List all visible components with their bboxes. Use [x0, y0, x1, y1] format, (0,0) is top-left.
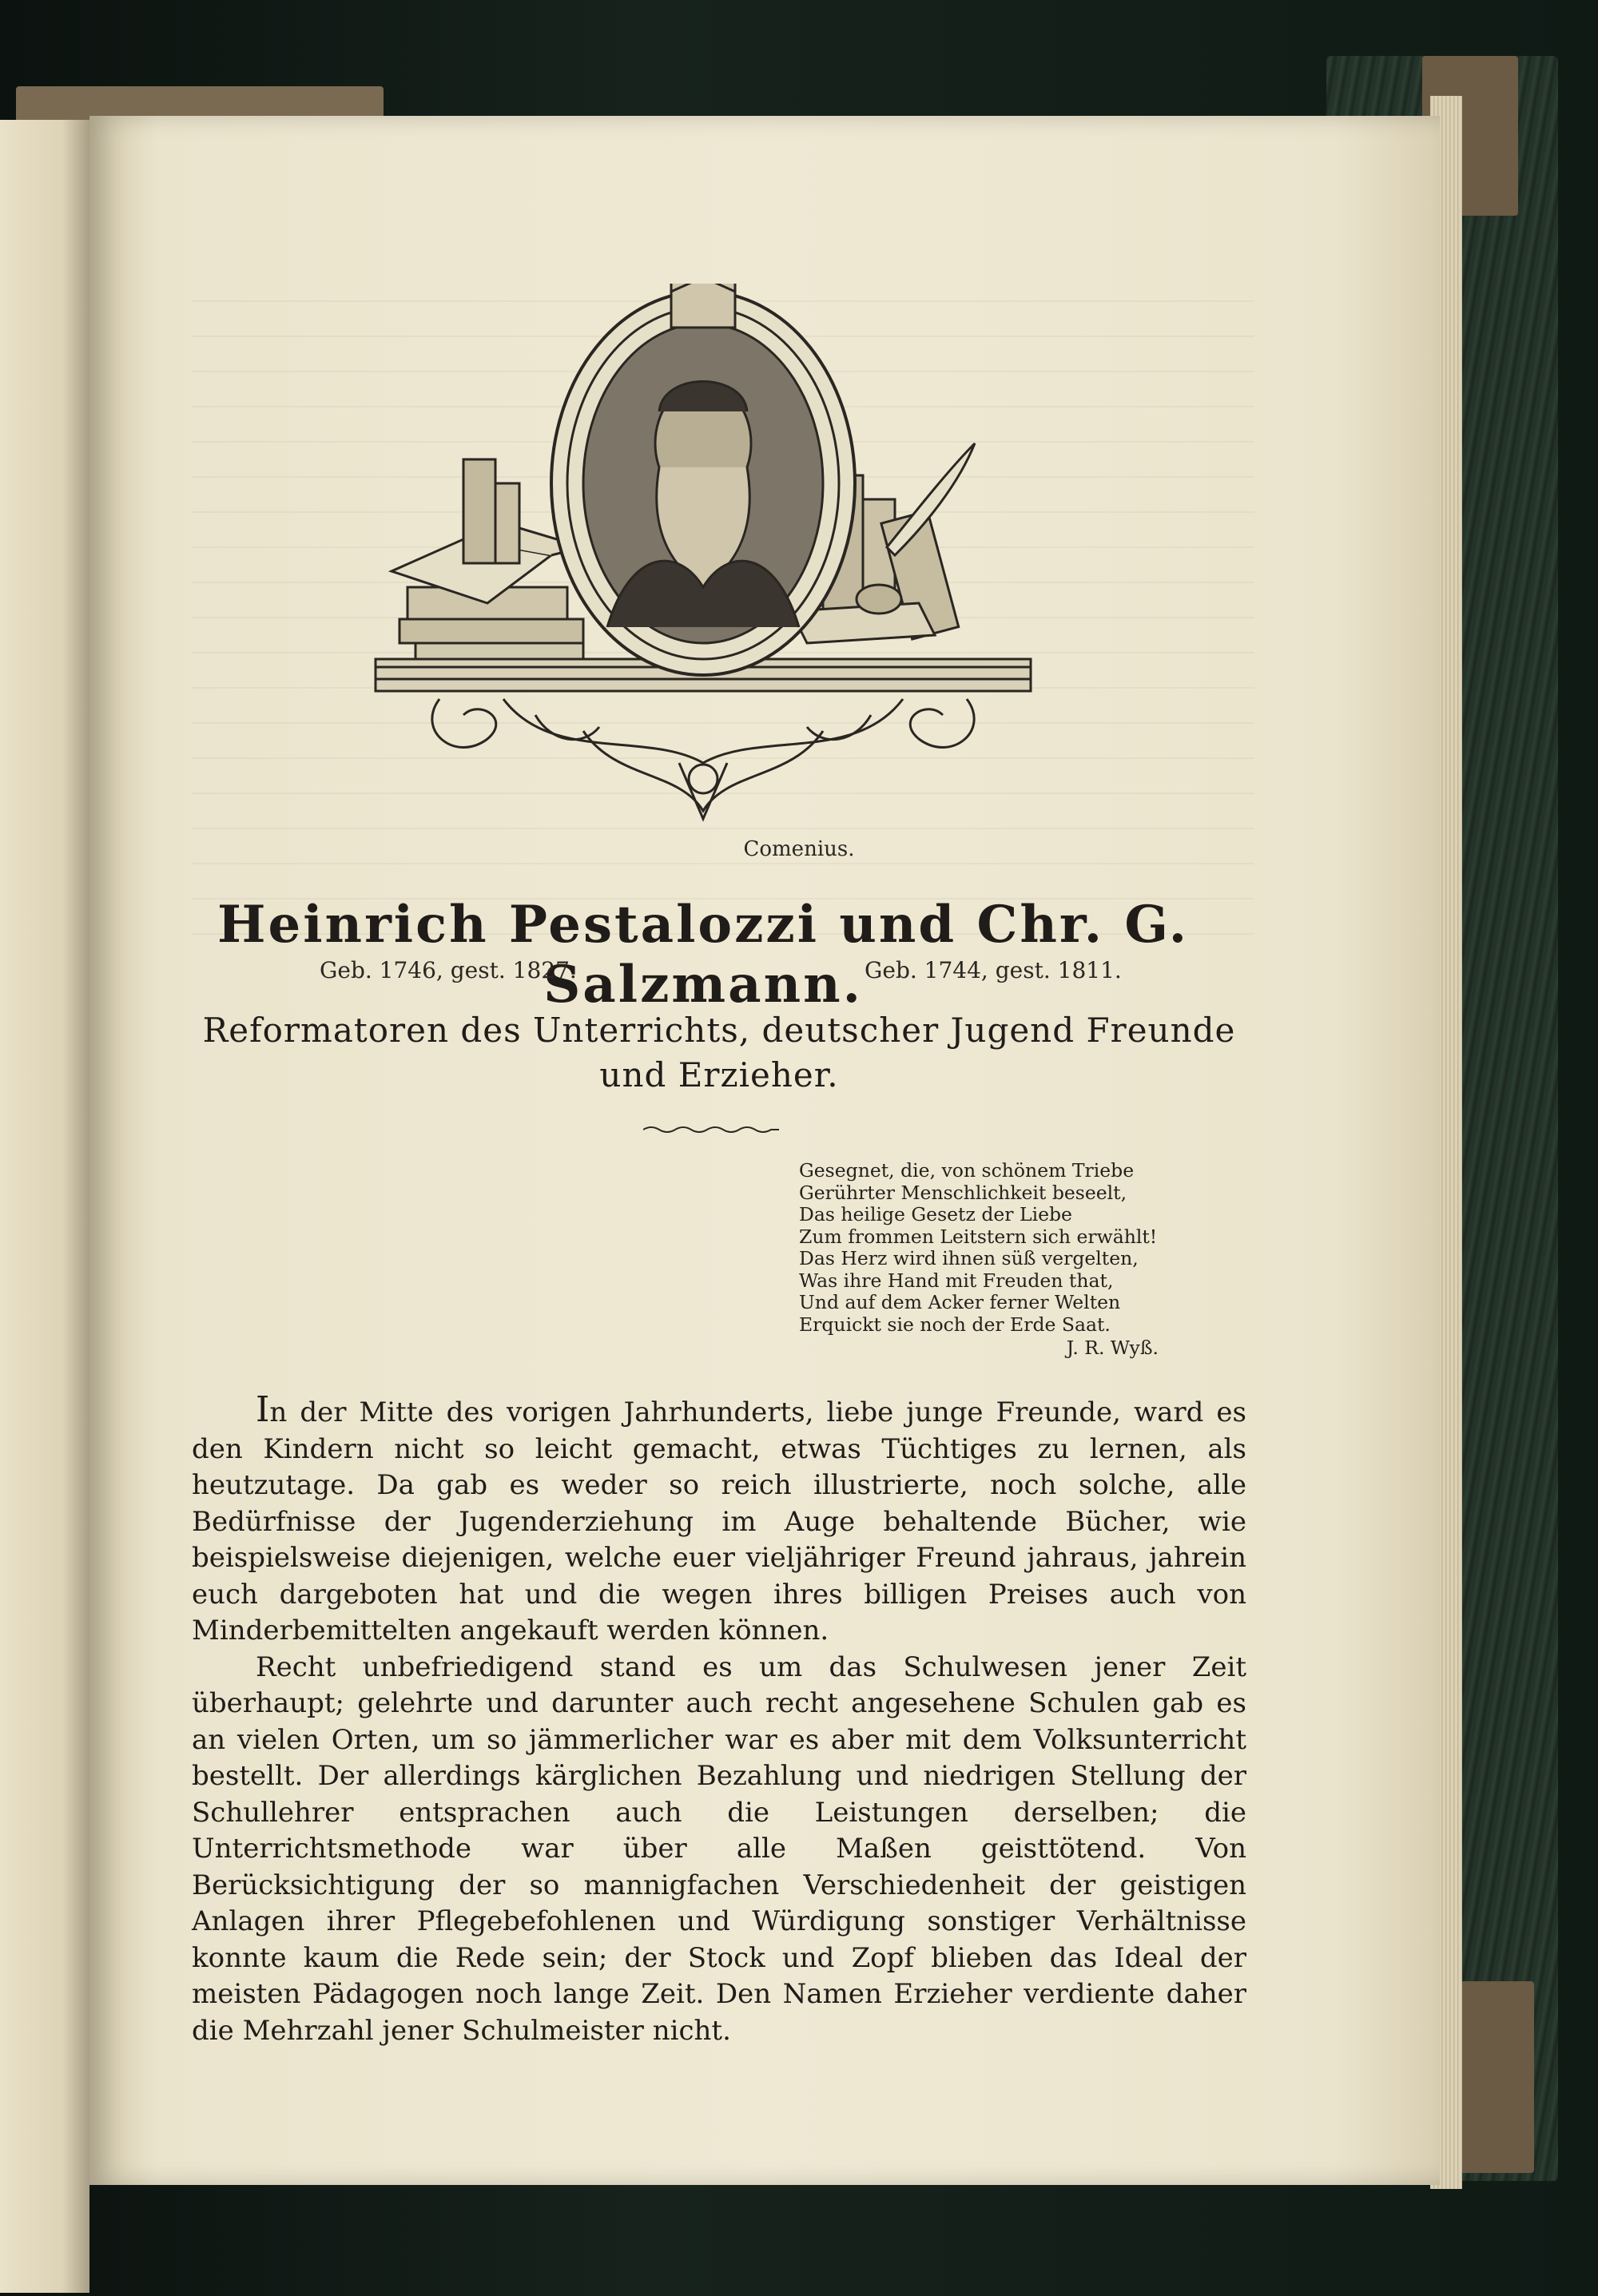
poem-line: Das Herz wird ihnen süß vergelten,: [799, 1247, 1139, 1269]
poem-line: Erquickt sie noch der Erde Saat.: [799, 1313, 1111, 1336]
paragraph: In der Mitte des vorigen Jahrhunderts, liebe junge Freunde, ward es den Kindern nicht so leicht gemacht, etwas Tüchtiges zu lernen, als heutzutage. Da gab es weder so reich illustrierte, noch solche, alle Bedürfnisse der Jugenderziehung im Auge behaltende Bücher, wie beispielsweise diejenigen, welche euer vieljähriger Freund jahraus, jahrein euch dargeboten hat und die wegen ihres billigen Preises auch von Minderbemittelten angekauft werden können.: [192, 1389, 1246, 1647]
epigraph-poem: [799, 1160, 1183, 1360]
poem-line: Und auf dem Acker ferner Welten: [799, 1291, 1121, 1313]
poem-author: J. R. Wyß.: [1066, 1337, 1159, 1359]
poem-line: Zum frommen Leitstern sich erwählt!: [799, 1225, 1158, 1248]
illustration-caption: Comenius.: [743, 837, 855, 861]
dates-salzmann: Geb. 1744, gest. 1811.: [865, 957, 1122, 983]
poem-line: Gesegnet, die, von schönem Triebe: [799, 1159, 1135, 1182]
poem-line: Gerührter Menschlichkeit beseelt,: [799, 1181, 1127, 1204]
paragraph: Recht unbefriedigend stand es um das Schulwesen jener Zeit überhaupt; gelehrte und darunter auch recht angesehene Schulen gab es an vielen Orten, um so jämmerlicher war es aber mit dem Volksunterricht bestellt. Der allerdings kärglichen Bezahlung und niedrigen Stellung der Schullehrer entsprachen auch die Leistungen derselben; die Unterrichtsmethode war über alle Maßen geisttötend. Von Berücksichtigung der so mannigfachen Verschiedenheit der geistigen Anlagen ihrer Pflegebefohlenen und Würdigung sonstiger Verhältnisse konnte kaum die Rede sein; der Stock und Zopf blieben das Ideal der meisten Pädagogen noch lange Zeit. Den Namen Erzieher verdiente daher die Mehrzahl jener Schulmeister nicht.: [192, 1650, 1246, 2047]
chapter-subtitle: Reformatoren des Unterrichts, deutscher Jugend Freunde und Erzieher.: [202, 1011, 1236, 1094]
poem-line: Was ihre Hand mit Freuden that,: [799, 1269, 1114, 1292]
body-text: [192, 1389, 1246, 2049]
dates-pestalozzi: Geb. 1746, gest. 1827.: [320, 957, 577, 983]
poem-line: Das heilige Gesetz der Liebe: [799, 1203, 1072, 1225]
ornament-divider: [643, 1123, 779, 1136]
left-page: [0, 120, 89, 2293]
chapter-title: Heinrich Pestalozzi und Chr. G. Salzmann.: [217, 895, 1189, 1015]
portrait-engraving: [344, 284, 1063, 827]
